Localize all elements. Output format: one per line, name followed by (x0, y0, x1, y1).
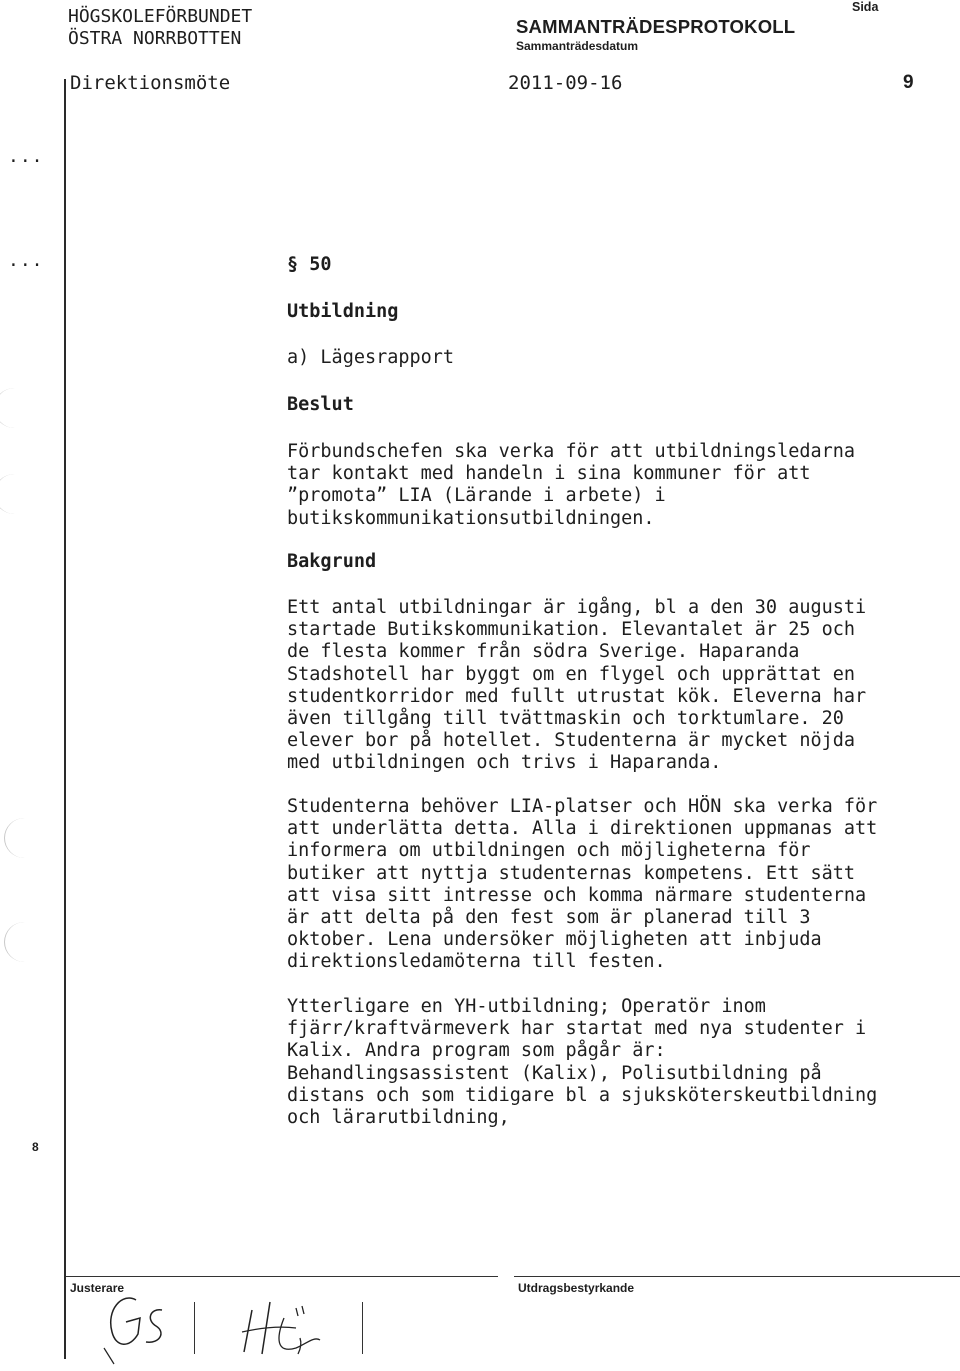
organization-name-line-1: HÖGSKOLEFÖRBUNDET (68, 6, 253, 27)
punch-hole-1 (0, 388, 35, 428)
footer-rule-right (514, 1276, 960, 1277)
signature-gs (96, 1288, 186, 1366)
section-heading: Utbildning (287, 301, 399, 322)
signature-ha (240, 1298, 350, 1362)
meeting-name: Direktionsmöte (70, 72, 231, 94)
continuation-mark-second: ... (8, 250, 44, 271)
decision-text: Förbundschefen ska verka för att utbildningsledarna tar kontakt med handeln i sina kommuner för att ”promota” LIA (Lärande i arbete) i butikskommunikationsutbildningen. (287, 441, 856, 529)
paragraph-number-line (287, 254, 332, 276)
adjusters-label: Justerare (70, 1281, 125, 1295)
meeting-date: 2011-09-16 (508, 72, 623, 94)
page-number: 9 (903, 72, 914, 93)
page-label: Sida (852, 0, 879, 14)
punch-hole-3 (4, 818, 45, 858)
margin-side-number: 8 (32, 1140, 39, 1154)
continuation-mark-top: ... (8, 146, 44, 167)
background-paragraph-3: Ytterligare en YH-utbildning; Operatör inom fjärr/kraftvärmeverk har startat med nya studenter i Kalix. Andra program som pågår är: Behandlingsassistent (Kalix), Polisutbildning på distans och som tidigare bl a sjuksköterskeutbildning och lärarutbildning, (287, 996, 878, 1129)
paragraph-number: 50 (309, 254, 332, 275)
paragraph-sign: § (287, 254, 299, 275)
background-label: Bakgrund (287, 551, 377, 572)
punch-hole-2 (0, 474, 35, 514)
extract-certification-label: Utdragsbestyrkande (518, 1281, 635, 1295)
decision-label: Beslut (287, 394, 354, 415)
section-subheading: a) Lägesrapport (287, 347, 455, 368)
punch-hole-4 (4, 922, 45, 962)
footer-rule-left (66, 1276, 498, 1277)
background-paragraph-1: Ett antal utbildningar är igång, bl a den 30 augusti startade Butikskommunikation. Elevantalet är 25 och de flesta kommer från södra Sverige. Haparanda Stadshotell har byggt om en flygel och upprättat en studentkorridor med fullt utrustat kök. Eleverna har även tillgång till tvättmaskin och torktumlare. 20 elever bor på hotellet. Studenterna är mycket nöjda med utbildningen och trivs i Haparanda. (287, 597, 867, 774)
document-title: SAMMANTRÄDESPROTOKOLL (516, 16, 796, 37)
organization-name-line-2: ÖSTRA NORRBOTTEN (68, 28, 242, 49)
signature-divider-2 (362, 1302, 363, 1354)
document-date-label: Sammanträdesdatum (516, 39, 639, 53)
background-paragraph-2: Studenterna behöver LIA-platser och HÖN ska verka för att underlätta detta. Alla i direktionen uppmanas att informera om utbildningen och möjligheterna för butiker att nyttja studenternas kompetens. Ett sätt att visa sitt intresse och komma närmare studenterna är att delta på den fest som är planerad till 3 oktober. Lena undersöker möjligheten att inbjuda direktionsledamöterna till festen. (287, 796, 878, 973)
signature-divider-1 (194, 1302, 195, 1354)
margin-rule (64, 79, 66, 1359)
